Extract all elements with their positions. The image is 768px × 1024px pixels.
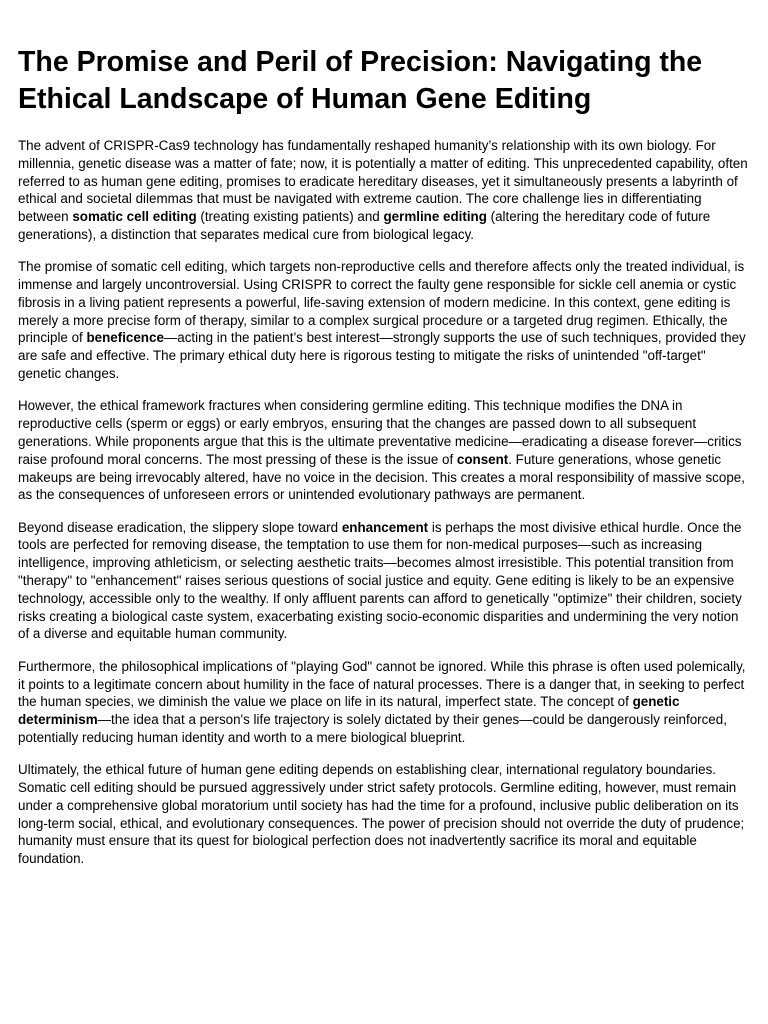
article-paragraph xyxy=(18,519,750,644)
article-paragraph xyxy=(18,137,750,244)
text-run: is perhaps the most divisive ethical hurdle. Once the tools are perfected for removing disease, the temptation to use them for non-medical purposes—such as increasing intelligence, improving athleticism, or selecting aesthetic traits—becomes almost irresistible. This potential transition from "therapy" to "enhancement" raises serious questions of social justice and equity. Gene editing is likely to be an expensive technology, accessible only to the wealthy. If only affluent parents can afford to genetically "optimize" their children, society risks creating a biological caste system, exacerbating existing socio-economic disparities and undermining the very notion of a diverse and equitable human community. xyxy=(18,519,742,642)
text-run: . Future generations, whose genetic makeups are being irrevocably altered, have no voice in the decision. This creates a moral responsibility of massive scope, as the consequences of unforeseen errors or unintended evolutionary pathways are permanent. xyxy=(18,451,745,503)
text-run: Ultimately, the ethical future of human gene editing depends on establishing clear, international regulatory boundaries. Somatic cell editing should be pursued aggressively under strict safety protocols. Germline editing, however, must remain under a comprehensive global moratorium until society has had the time for a profound, inclusive public deliberation on its long-term social, ethical, and evolutionary consequences. The power of precision should not override the duty of prudence; humanity must ensure that its quest for biological perfection does not inadvertently sacrifice its moral and equitable foundation. xyxy=(18,762,745,867)
article-paragraph xyxy=(18,658,750,747)
text-run: The advent of CRISPR-Cas9 technology has fundamentally reshaped humanity’s relationship with its own biology. For millennia, genetic disease was a matter of fate; now, it is potentially a matter of editing. This unprecedented capability, often referred to as human gene editing, promises to eradicate hereditary diseases, yet it simultaneously presents a labyrinth of ethical and societal dilemmas that must be navigated with extreme caution. The core challenge lies in differentiating between xyxy=(18,138,748,225)
article-paragraph xyxy=(18,258,750,383)
bold-term: beneficence xyxy=(86,330,164,346)
text-run: The promise of somatic cell editing, which targets non-reproductive cells and therefore affects only the treated individual, is immense and largely uncontroversial. Using CRISPR to correct the faulty gene responsible for sickle cell anemia or cystic fibrosis in a living patient represents a powerful, life-saving extension of modern medicine. In this context, gene editing is merely a more precise form of therapy, similar to a complex surgical procedure or a targeted drug regimen. Ethically, the principle of xyxy=(18,259,745,346)
bold-term: germline editing xyxy=(383,209,487,225)
bold-term: genetic determinism xyxy=(18,694,680,728)
bold-term: somatic cell editing xyxy=(72,209,197,225)
article-body xyxy=(18,137,750,868)
text-run: (altering the hereditary code of future generations), a distinction that separates medical cure from biological legacy. xyxy=(18,209,711,242)
text-run: Furthermore, the philosophical implications of "playing God" cannot be ignored. While this phrase is often used polemically, it points to a legitimate concern about humility in the face of natural processes. There is a danger that, in seeking to perfect the human species, we diminish the value we place on life in its natural, imperfect state. The concept of xyxy=(18,658,746,710)
article-paragraph xyxy=(18,761,750,868)
article-paragraph xyxy=(18,397,750,504)
bold-term: consent xyxy=(456,451,509,467)
bold-term: enhancement xyxy=(341,519,429,535)
text-run: —acting in the patient’s best interest—strongly supports the use of such techniques, provided they are safe and effective. The primary ethical duty here is rigorous testing to mitigate the risks of unintended "off-target" genetic changes. xyxy=(18,330,746,382)
text-run: However, the ethical framework fractures when considering germline editing. This technique modifies the DNA in reproductive cells (sperm or eggs) or early embryos, ensuring that the changes are passed down to all subsequent generations. While proponents argue that this is the ultimate preventative medicine—eradicating a disease forever—critics raise profound moral concerns. The most pressing of these is the issue of xyxy=(18,398,742,467)
text-run: —the idea that a person's life trajectory is solely dictated by their genes—could be dangerously reinforced, potentially reducing human identity and worth to a mere biological blueprint. xyxy=(18,712,727,745)
article-title: The Promise and Peril of Precision: Navigating the Ethical Landscape of Human Gene Editing xyxy=(18,46,703,115)
text-run: Beyond disease eradication, the slippery slope toward xyxy=(18,519,342,535)
text-run: (treating existing patients) and xyxy=(196,209,384,225)
